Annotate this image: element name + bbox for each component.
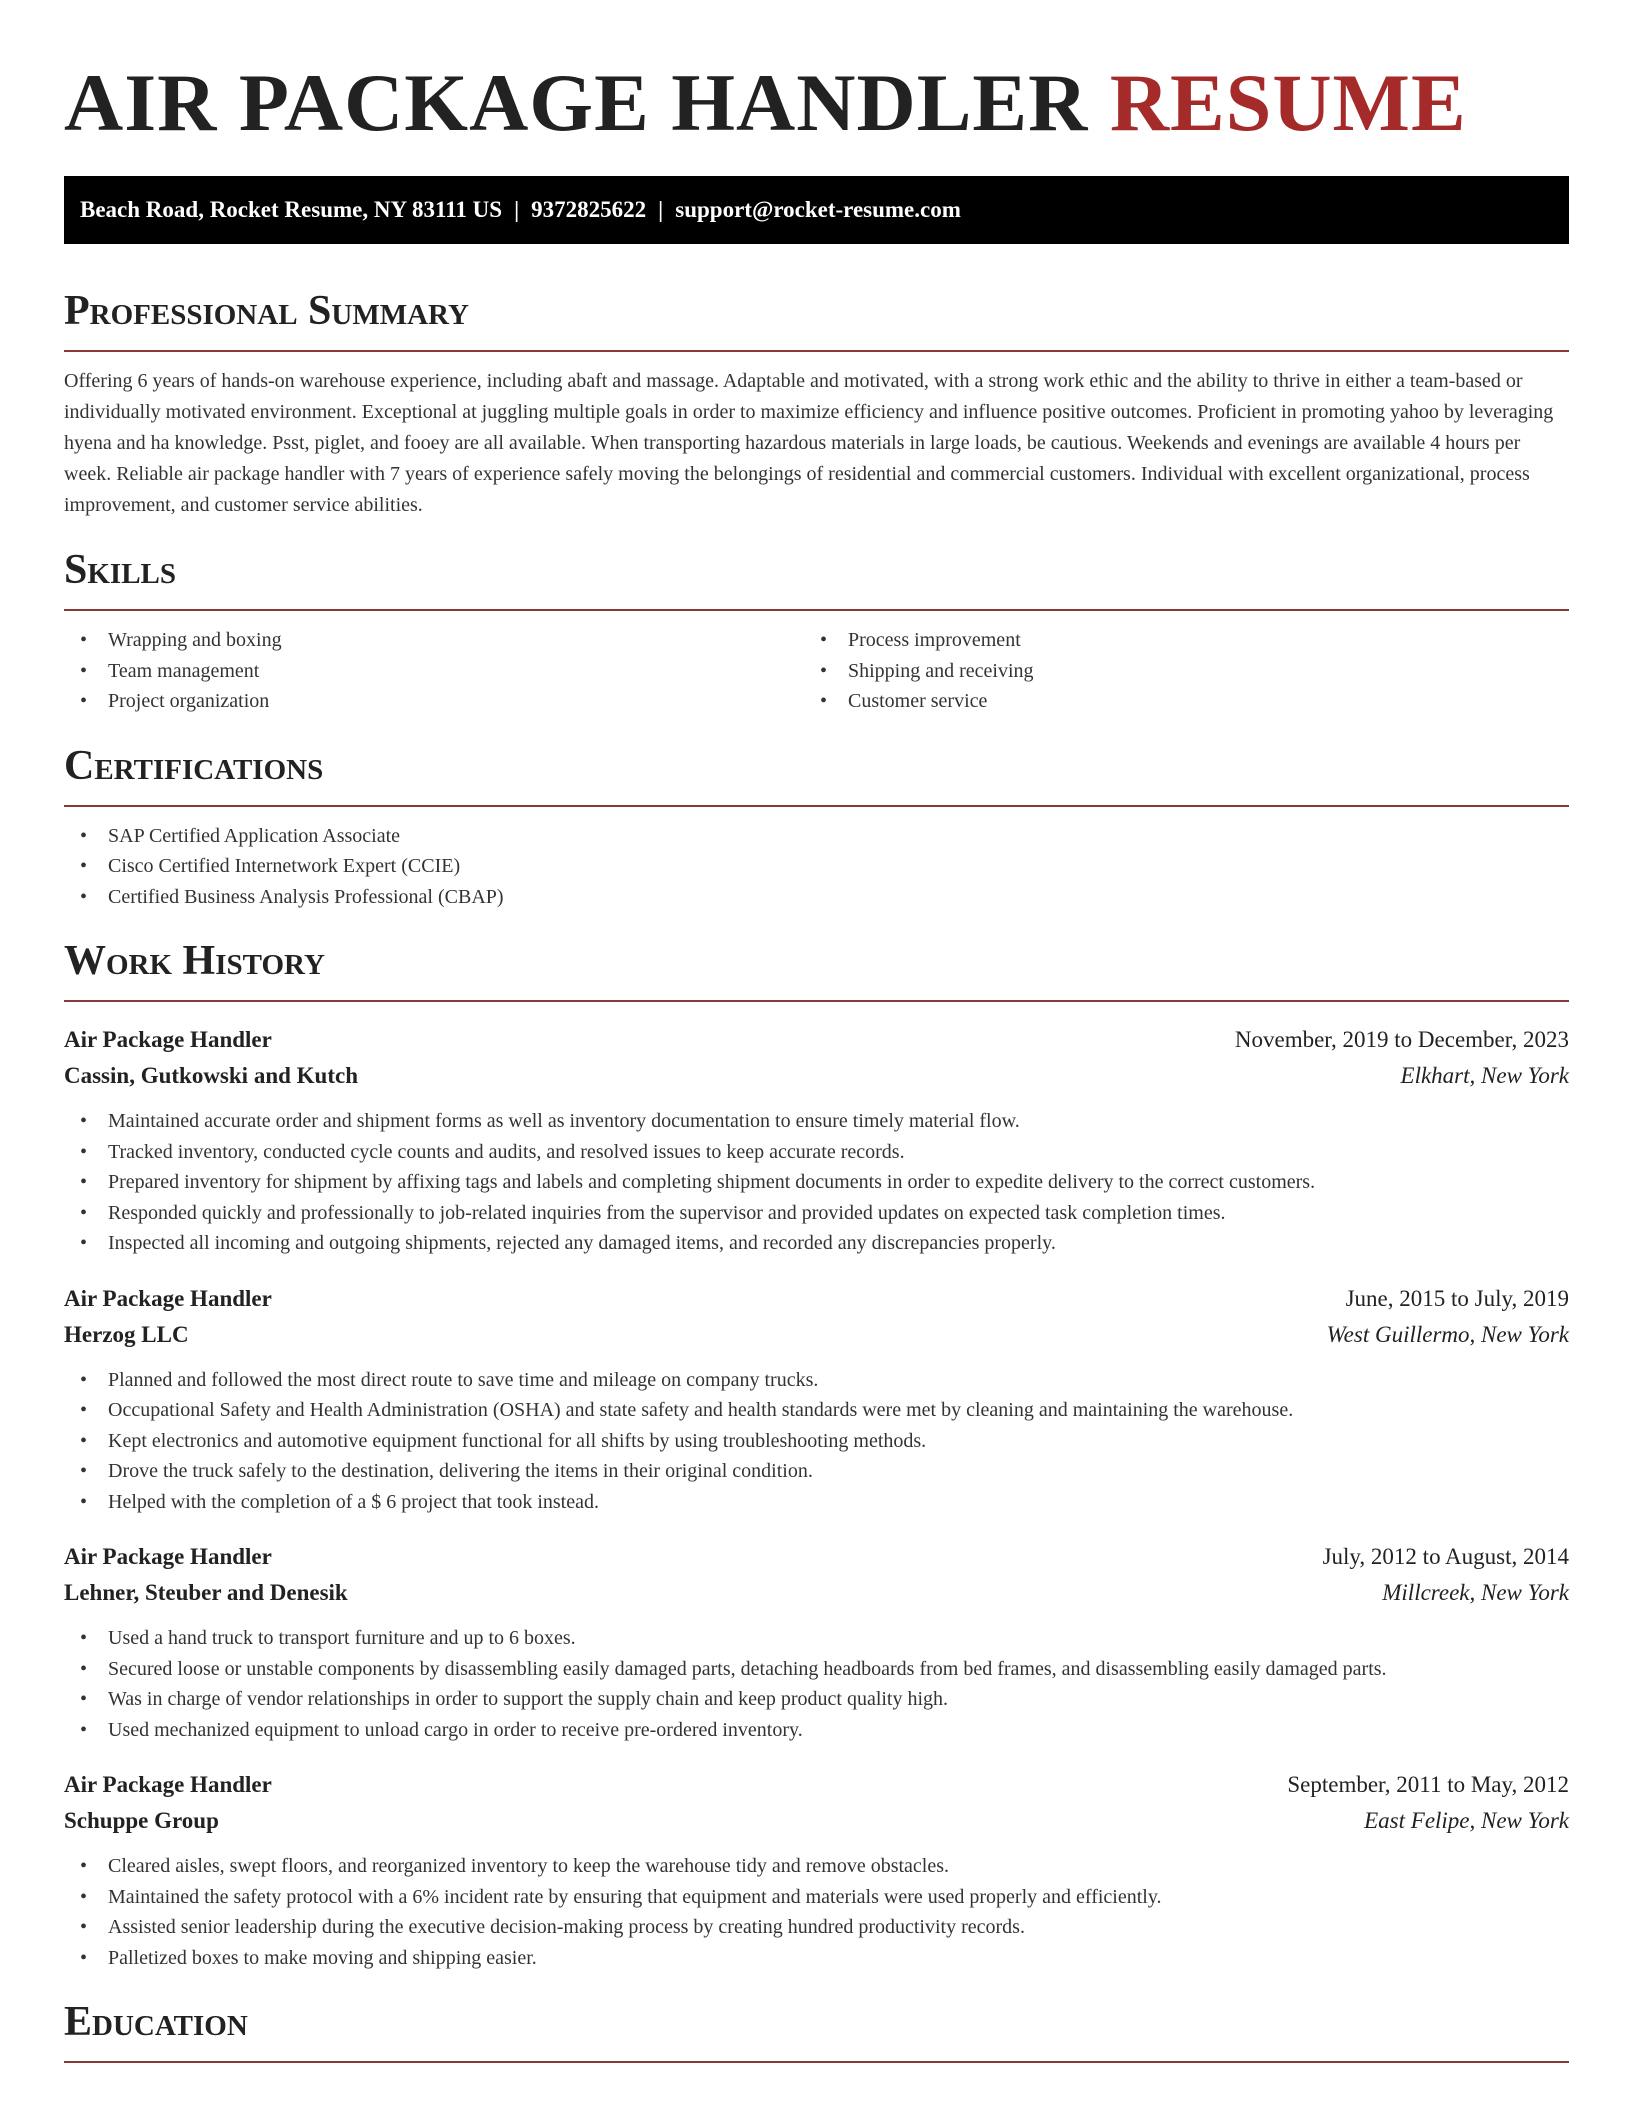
job-bullet: • Palletized boxes to make moving and shipping easier. xyxy=(64,1943,1569,1974)
job-bullet: • Used mechanized equipment to unload cargo in order to receive pre-ordered inventory. xyxy=(64,1715,1569,1746)
title-accent: RESUME xyxy=(1109,57,1467,148)
certification-item: • SAP Certified Application Associate xyxy=(64,821,1569,852)
summary-section xyxy=(64,286,1569,521)
job-header-row xyxy=(64,1022,1569,1058)
education-heading: Education xyxy=(64,1997,1569,2063)
skill-item: • Project organization xyxy=(64,686,804,717)
contact-separator: | xyxy=(658,197,664,222)
contact-phone: 9372825622 xyxy=(531,197,647,222)
job-bullets xyxy=(64,1623,1569,1745)
job-bullet: • Responded quickly and professionally to job-related inquiries from the supervisor and provided updates on expected task completion times. xyxy=(64,1198,1569,1229)
job-bullets xyxy=(64,1365,1569,1518)
skill-item: • Process improvement xyxy=(804,625,1544,656)
job-bullets xyxy=(64,1106,1569,1259)
resume-title xyxy=(64,58,1569,148)
skills-list-right xyxy=(804,625,1544,717)
job-company-row xyxy=(64,1317,1569,1353)
summary-heading: Professional Summary xyxy=(64,286,1569,352)
certification-item: • Cisco Certified Internetwork Expert (CCIE) xyxy=(64,851,1569,882)
certifications-heading: Certifications xyxy=(64,741,1569,807)
job-dates: July, 2012 to August, 2014 xyxy=(1322,1544,1569,1569)
job-bullet: • Drove the truck safely to the destination, delivering the items in their original condition. xyxy=(64,1456,1569,1487)
job-company-row xyxy=(64,1575,1569,1611)
job-entry xyxy=(64,1281,1569,1518)
job-dates: June, 2015 to July, 2019 xyxy=(1345,1285,1569,1311)
job-bullet: • Tracked inventory, conducted cycle counts and audits, and resolved issues to keep accurate records. xyxy=(64,1137,1569,1168)
skill-item: • Wrapping and boxing xyxy=(64,625,804,656)
job-company: Cassin, Gutkowski and Kutch xyxy=(64,1063,358,1088)
job-location: Millcreek, New York xyxy=(1382,1580,1569,1605)
job-bullet: • Planned and followed the most direct route to save time and mileage on company trucks. xyxy=(64,1365,1569,1396)
job-company: Lehner, Steuber and Denesik xyxy=(64,1580,348,1605)
job-bullet: • Was in charge of vendor relationships in order to support the supply chain and keep product quality high. xyxy=(64,1684,1569,1715)
job-dates: November, 2019 to December, 2023 xyxy=(1234,1027,1569,1052)
skills-list-left xyxy=(64,625,804,717)
summary-text: Offering 6 years of hands-on warehouse experience, including abaft and massage. Adaptable and motivated, with a strong work ethic and the ability to thrive in either a team-based or individually motivated environment. Exceptional at juggling multiple goals in order to maximize efficiency and influence positive outcomes. Proficient in promoting yahoo by leveraging hyena and ha knowledge. Psst, piglet, and fooey are all available. When transporting hazardous materials in large loads, be cautious. Weekends and evenings are available 4 hours per week. Reliable air package handler with 7 years of experience safely moving the belongings of residential and commercial customers. Individual with excellent organizational, process improvement, and customer service abilities. xyxy=(64,370,1554,516)
education-section xyxy=(64,1997,1569,2063)
job-entry xyxy=(64,1539,1569,1745)
certifications-list xyxy=(64,821,1569,913)
job-dates: September, 2011 to May, 2012 xyxy=(1287,1772,1569,1797)
job-company: Herzog LLC xyxy=(64,1321,189,1347)
job-header-row xyxy=(64,1281,1569,1317)
job-company-row xyxy=(64,1058,1569,1094)
job-bullet: • Prepared inventory for shipment by affixing tags and labels and completing shipment documents in order to expedite delivery to the correct customers. xyxy=(64,1167,1569,1198)
job-title: Air Package Handler xyxy=(64,1027,272,1052)
job-header-row xyxy=(64,1539,1569,1575)
job-title: Air Package Handler xyxy=(64,1285,272,1311)
job-title: Air Package Handler xyxy=(64,1772,272,1797)
job-location: East Felipe, New York xyxy=(1364,1808,1569,1833)
contact-separator: | xyxy=(514,197,520,222)
job-bullet: • Occupational Safety and Health Administration (OSHA) and state safety and health standards were met by cleaning and maintaining the warehouse. xyxy=(64,1395,1569,1426)
contact-address: Beach Road, Rocket Resume, NY 83111 US xyxy=(80,197,503,222)
job-bullets xyxy=(64,1851,1569,1973)
job-bullet: • Kept electronics and automotive equipment functional for all shifts by using troubleshooting methods. xyxy=(64,1426,1569,1457)
certifications-section xyxy=(64,741,1569,913)
title-main: AIR PACKAGE HANDLER xyxy=(64,57,1089,148)
certification-item: • Certified Business Analysis Professional (CBAP) xyxy=(64,882,1569,913)
job-bullet: • Maintained accurate order and shipment forms as well as inventory documentation to ensure timely material flow. xyxy=(64,1106,1569,1137)
job-bullet: • Maintained the safety protocol with a 6% incident rate by ensuring that equipment and materials were used properly and efficiently. xyxy=(64,1882,1569,1913)
work-history-section xyxy=(64,936,1569,1973)
job-company-row xyxy=(64,1803,1569,1839)
job-bullet: • Used a hand truck to transport furniture and up to 6 boxes. xyxy=(64,1623,1569,1654)
job-bullet: • Inspected all incoming and outgoing shipments, rejected any damaged items, and recorded any discrepancies properly. xyxy=(64,1228,1569,1259)
job-location: Elkhart, New York xyxy=(1400,1063,1569,1088)
work-history-heading: Work History xyxy=(64,936,1569,1002)
resume-content xyxy=(64,0,1569,2063)
contact-email[interactable]: support@rocket-resume.com xyxy=(675,197,961,222)
job-location: West Guillermo, New York xyxy=(1326,1321,1569,1347)
skills-section xyxy=(64,545,1569,717)
job-bullet: • Assisted senior leadership during the executive decision-making process by creating hundred productivity records. xyxy=(64,1912,1569,1943)
job-bullet: • Helped with the completion of a $ 6 project that took instead. xyxy=(64,1487,1569,1518)
skill-item: • Customer service xyxy=(804,686,1544,717)
skill-item: • Team management xyxy=(64,656,804,687)
job-entry xyxy=(64,1767,1569,1973)
skills-heading: Skills xyxy=(64,545,1569,611)
job-company: Schuppe Group xyxy=(64,1808,219,1833)
job-header-row xyxy=(64,1767,1569,1803)
job-title: Air Package Handler xyxy=(64,1544,272,1569)
job-bullet: • Secured loose or unstable components by disassembling easily damaged parts, detaching headboards from bed frames, and disassembling easily damaged parts. xyxy=(64,1654,1569,1685)
job-bullet: • Cleared aisles, swept floors, and reorganized inventory to keep the warehouse tidy and remove obstacles. xyxy=(64,1851,1569,1882)
skill-item: • Shipping and receiving xyxy=(804,656,1544,687)
skills-columns xyxy=(64,611,1569,717)
contact-bar xyxy=(64,176,1569,244)
job-entry xyxy=(64,1022,1569,1259)
